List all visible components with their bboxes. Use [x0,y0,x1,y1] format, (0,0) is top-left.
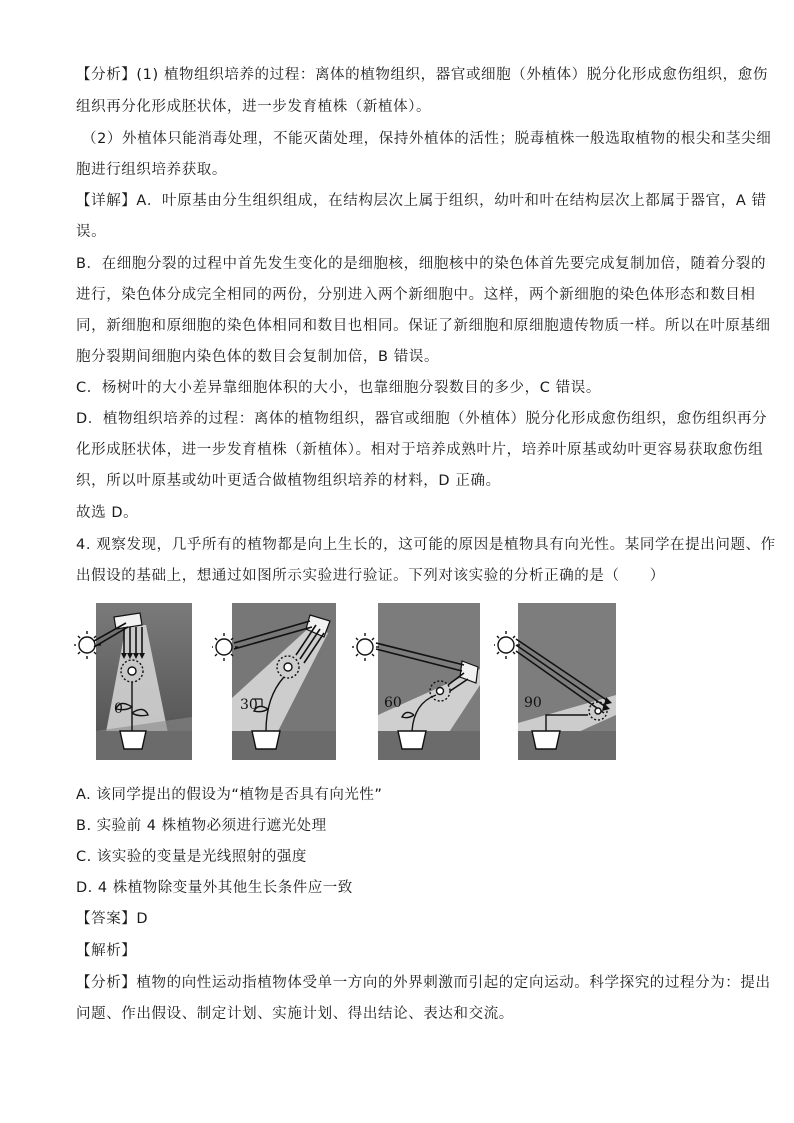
text-line: 【分析】(1) 植物组织培养的过程：离体的植物组织，器官或细胞（外植体）脱分化形成愈伤组织，愈伤 [76,67,768,83]
experiment-panel-0 [74,603,194,760]
question-line: 4. 观察发现，几乎所有的植物都是向上生长的，这可能的原因是植物具有向光性。某同学在提出问题、作 [76,537,776,553]
text-line: 【详解】A．叶原基由分生组织组成，在结构层次上属于组织，幼叶和叶在结构层次上都属于器官，A 错 [76,193,767,209]
pot-icon [398,731,426,749]
experiment-panel-60-drawing [352,603,480,760]
angle-label: 30 [240,697,258,713]
experiment-panel-90-drawing [494,603,616,760]
text-line: 组织再分化形成胚状体，进一步发育植株（新植体）。 [76,99,432,115]
experiment-panel-60 [352,603,480,760]
angle-label: 90 [524,695,542,711]
answer-line: 【答案】D [76,911,149,927]
text-line: 织，所以叶原基或幼叶更适合做植物组织培养的材料，D 正确。 [76,473,501,489]
text-line: 胞分裂期间细胞内染色体的数目会复制加倍，B 错误。 [76,349,440,365]
pot-icon [120,731,146,749]
sun-icon [352,633,379,661]
text-line: B．在细胞分裂的过程中首先发生变化的是细胞核，细胞核中的染色体首先要完成复制加倍，随着分裂的 [76,256,767,272]
text-line: C．杨树叶的大小差异靠细胞体积的大小，也靠细胞分裂数目的多少，C 错误。 [76,380,601,396]
text-line: 进行，染色体分成完全相同的两份，分别进入两个新细胞中。这样，两个新细胞的染色体形态和数目相 [76,287,756,303]
analysis-line: 问题、作出假设、制定计划、实施计划、得出结论、表达和交流。 [76,1006,514,1022]
analysis-heading: 【解析】 [76,943,137,959]
experiment-panel-30-drawing [212,603,336,760]
option-d: D. 4 株植物除变量外其他生长条件应一致 [76,880,353,896]
experiment-panel-0-drawing [74,603,194,760]
text-line: D．植物组织培养的过程：离体的植物组织，器官或细胞（外植体）脱分化形成愈伤组织，愈伤组织再分 [76,411,768,427]
text-line: 误。 [76,224,107,240]
question-line: 出假设的基础上，想通过如图所示实验进行验证。下列对该实验的分析正确的是（ ） [76,568,665,584]
option-a: A. 该同学提出的假设为“植物是否具有向光性” [76,787,383,803]
experiment-panel-30 [212,603,336,760]
experiment-panel-90 [494,603,616,760]
text-line: 同，新细胞和原细胞的染色体相同和数目也相同。保证了新细胞和原细胞遗传物质一样。所以在叶原基细 [76,318,771,334]
analysis-line: 【分析】植物的向性运动指植物体受单一方向的外界刺激而引起的定向运动。科学探究的过程分为：提出 [76,975,771,991]
angle-label: 0 [114,701,123,717]
text-line: 胞进行组织培养获取。 [76,162,227,178]
pot-icon [532,731,560,749]
text-line: 化形成胚状体，进一步发育植株（新植体）。相对于培养成熟叶片，培养叶原基或幼叶更容易获取愈伤组 [76,442,764,458]
option-c: C. 该实验的变量是光线照射的强度 [76,849,307,865]
text-line: （2）外植体只能消毒处理，不能灭菌处理，保持外植体的活性；脱毒植株一般选取植物的根尖和茎尖细 [82,131,772,147]
text-line: 故选 D。 [76,505,139,521]
option-b: B. 实验前 4 株植物必须进行遮光处理 [76,818,327,834]
pot-icon [252,731,280,749]
angle-label: 60 [384,695,402,711]
